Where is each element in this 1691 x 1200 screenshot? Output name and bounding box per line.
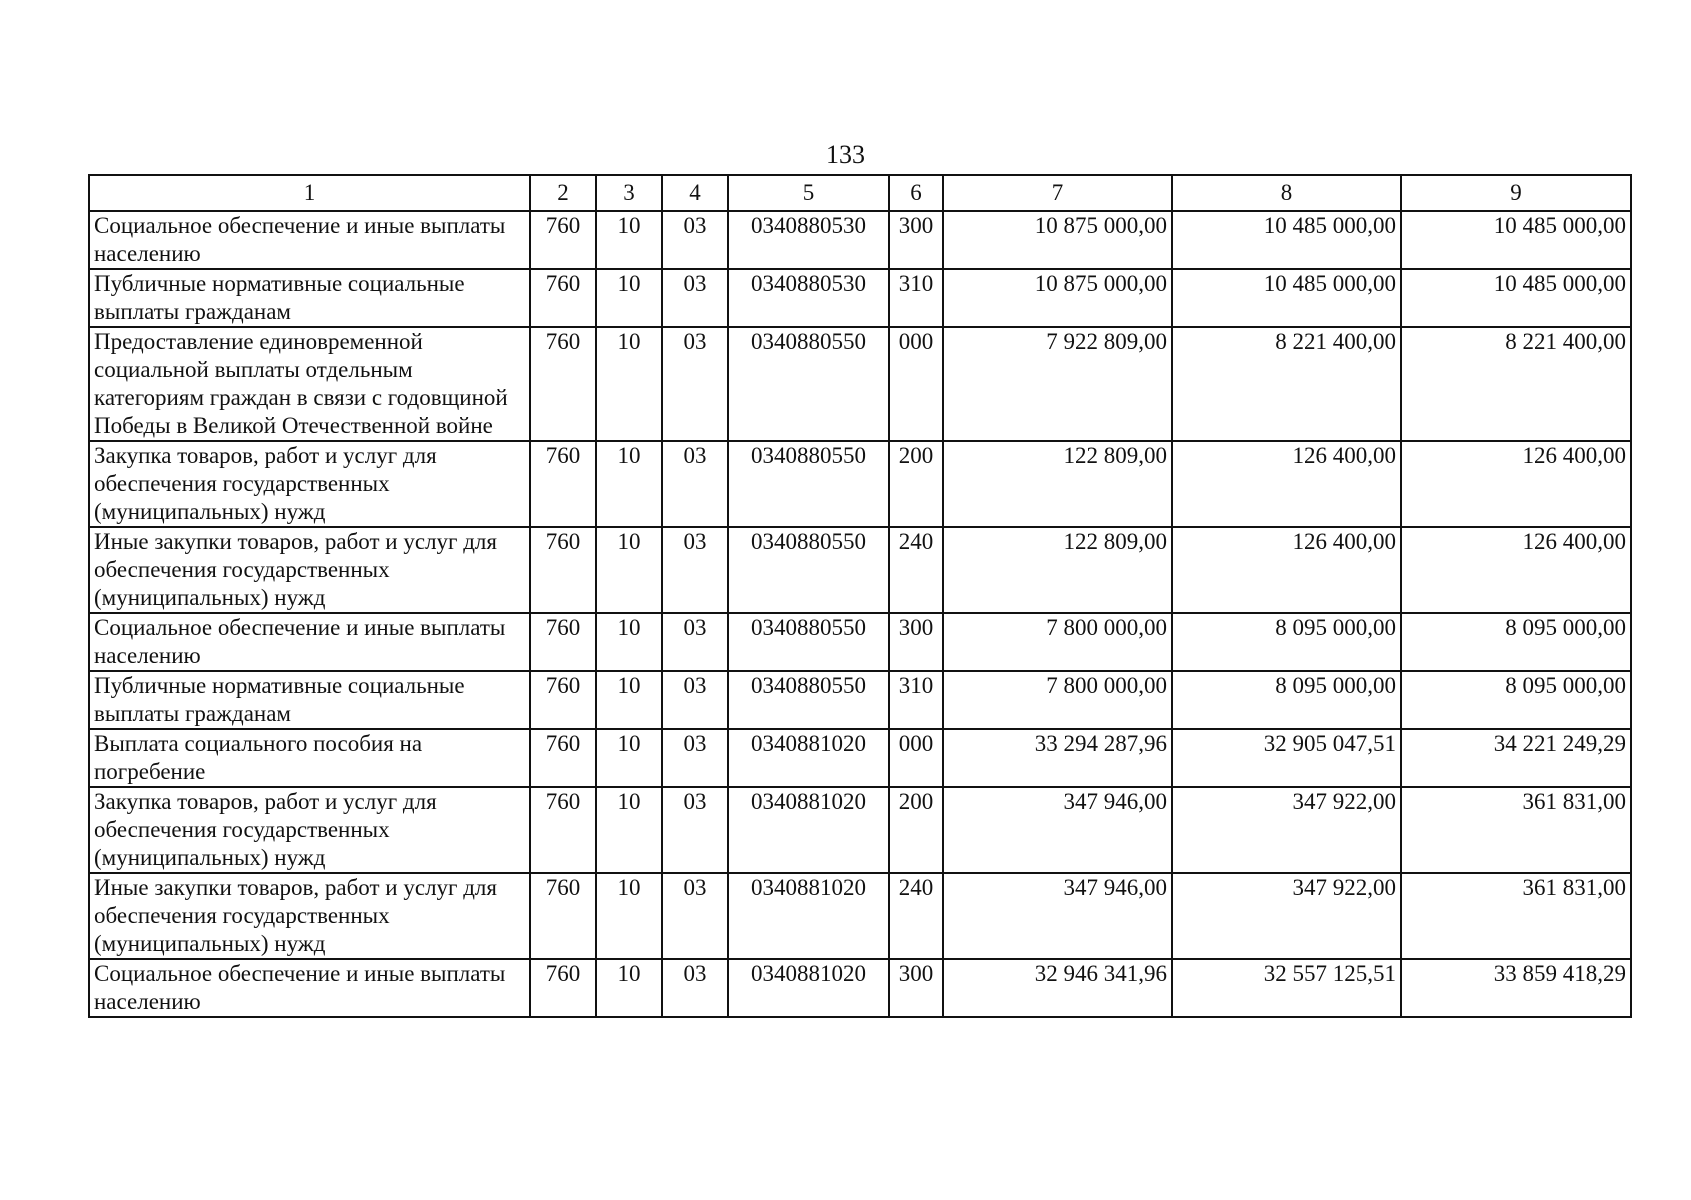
cell-admin: 760: [530, 787, 596, 873]
cell-amount-9: 10 485 000,00: [1401, 269, 1631, 327]
table-row: [89, 327, 1631, 441]
cell-amount-8: 8 095 000,00: [1172, 671, 1401, 729]
cell-amount-8: 8 221 400,00: [1172, 327, 1401, 441]
cell-amount-7: 122 809,00: [943, 441, 1172, 527]
table-row: [89, 269, 1631, 327]
cell-admin: 760: [530, 613, 596, 671]
cell-amount-7: 10 875 000,00: [943, 211, 1172, 269]
cell-target: 0340880530: [728, 269, 889, 327]
cell-amount-8: 10 485 000,00: [1172, 211, 1401, 269]
cell-amount-9: 10 485 000,00: [1401, 211, 1631, 269]
row-name: Социальное обеспечение и иные выплаты населению: [89, 959, 530, 1017]
cell-section: 10: [596, 211, 662, 269]
column-header: 8: [1172, 175, 1401, 211]
cell-target: 0340880550: [728, 613, 889, 671]
column-header: 6: [889, 175, 943, 211]
cell-section: 10: [596, 787, 662, 873]
cell-expense-type: 300: [889, 959, 943, 1017]
cell-amount-7: 10 875 000,00: [943, 269, 1172, 327]
cell-amount-9: 34 221 249,29: [1401, 729, 1631, 787]
row-name: Социальное обеспечение и иные выплаты населению: [89, 211, 530, 269]
cell-amount-8: 32 905 047,51: [1172, 729, 1401, 787]
cell-expense-type: 300: [889, 211, 943, 269]
cell-amount-7: 7 922 809,00: [943, 327, 1172, 441]
cell-amount-9: 126 400,00: [1401, 441, 1631, 527]
table-row: [89, 613, 1631, 671]
row-name: Иные закупки товаров, работ и услуг для обеспечения государственных (муниципальных) нужд: [89, 527, 530, 613]
table-row: [89, 441, 1631, 527]
cell-amount-8: 126 400,00: [1172, 527, 1401, 613]
cell-amount-7: 7 800 000,00: [943, 671, 1172, 729]
table-row: [89, 729, 1631, 787]
page-number: 133: [826, 140, 865, 169]
column-header: 7: [943, 175, 1172, 211]
table-row: [89, 527, 1631, 613]
row-name: Закупка товаров, работ и услуг для обеспечения государственных (муниципальных) нужд: [89, 441, 530, 527]
column-header: 5: [728, 175, 889, 211]
cell-amount-8: 126 400,00: [1172, 441, 1401, 527]
cell-target: 0340880550: [728, 441, 889, 527]
row-name: Иные закупки товаров, работ и услуг для обеспечения государственных (муниципальных) нужд: [89, 873, 530, 959]
cell-section: 10: [596, 613, 662, 671]
cell-admin: 760: [530, 441, 596, 527]
cell-section: 10: [596, 441, 662, 527]
cell-amount-8: 347 922,00: [1172, 873, 1401, 959]
cell-expense-type: 000: [889, 729, 943, 787]
cell-admin: 760: [530, 729, 596, 787]
cell-amount-8: 8 095 000,00: [1172, 613, 1401, 671]
row-name: Выплата социального пособия на погребение: [89, 729, 530, 787]
cell-amount-9: 126 400,00: [1401, 527, 1631, 613]
cell-expense-type: 310: [889, 671, 943, 729]
cell-subsection: 03: [662, 327, 728, 441]
cell-expense-type: 000: [889, 327, 943, 441]
cell-expense-type: 240: [889, 527, 943, 613]
column-header: 9: [1401, 175, 1631, 211]
cell-target: 0340881020: [728, 873, 889, 959]
table-row: [89, 873, 1631, 959]
cell-section: 10: [596, 729, 662, 787]
cell-amount-9: 8 095 000,00: [1401, 671, 1631, 729]
cell-subsection: 03: [662, 873, 728, 959]
cell-amount-7: 33 294 287,96: [943, 729, 1172, 787]
cell-amount-9: 8 221 400,00: [1401, 327, 1631, 441]
cell-target: 0340881020: [728, 787, 889, 873]
cell-amount-7: 32 946 341,96: [943, 959, 1172, 1017]
cell-amount-9: 361 831,00: [1401, 787, 1631, 873]
cell-amount-7: 347 946,00: [943, 873, 1172, 959]
cell-section: 10: [596, 327, 662, 441]
column-header: 1: [89, 175, 530, 211]
cell-target: 0340881020: [728, 959, 889, 1017]
table-row: [89, 959, 1631, 1017]
cell-admin: 760: [530, 959, 596, 1017]
cell-amount-7: 7 800 000,00: [943, 613, 1172, 671]
cell-target: 0340881020: [728, 729, 889, 787]
cell-expense-type: 310: [889, 269, 943, 327]
row-name: Публичные нормативные социальные выплаты гражданам: [89, 671, 530, 729]
row-name: Социальное обеспечение и иные выплаты населению: [89, 613, 530, 671]
cell-amount-7: 347 946,00: [943, 787, 1172, 873]
cell-target: 0340880550: [728, 327, 889, 441]
cell-amount-9: 361 831,00: [1401, 873, 1631, 959]
cell-amount-8: 32 557 125,51: [1172, 959, 1401, 1017]
row-name: Публичные нормативные социальные выплаты гражданам: [89, 269, 530, 327]
column-header: 3: [596, 175, 662, 211]
cell-expense-type: 200: [889, 787, 943, 873]
table-row: [89, 787, 1631, 873]
cell-subsection: 03: [662, 671, 728, 729]
cell-target: 0340880550: [728, 671, 889, 729]
cell-expense-type: 240: [889, 873, 943, 959]
cell-amount-9: 8 095 000,00: [1401, 613, 1631, 671]
cell-amount-9: 33 859 418,29: [1401, 959, 1631, 1017]
cell-admin: 760: [530, 327, 596, 441]
table-row: [89, 671, 1631, 729]
cell-section: 10: [596, 959, 662, 1017]
cell-section: 10: [596, 527, 662, 613]
cell-admin: 760: [530, 269, 596, 327]
cell-admin: 760: [530, 873, 596, 959]
cell-expense-type: 300: [889, 613, 943, 671]
cell-subsection: 03: [662, 527, 728, 613]
cell-amount-7: 122 809,00: [943, 527, 1172, 613]
table-row: [89, 211, 1631, 269]
cell-subsection: 03: [662, 787, 728, 873]
cell-amount-8: 347 922,00: [1172, 787, 1401, 873]
cell-target: 0340880550: [728, 527, 889, 613]
cell-subsection: 03: [662, 211, 728, 269]
column-header: 2: [530, 175, 596, 211]
cell-subsection: 03: [662, 441, 728, 527]
header-row: [89, 175, 1631, 211]
cell-section: 10: [596, 873, 662, 959]
cell-admin: 760: [530, 671, 596, 729]
cell-subsection: 03: [662, 729, 728, 787]
cell-subsection: 03: [662, 269, 728, 327]
row-name: Закупка товаров, работ и услуг для обеспечения государственных (муниципальных) нужд: [89, 787, 530, 873]
cell-target: 0340880530: [728, 211, 889, 269]
cell-admin: 760: [530, 211, 596, 269]
cell-expense-type: 200: [889, 441, 943, 527]
cell-admin: 760: [530, 527, 596, 613]
cell-subsection: 03: [662, 959, 728, 1017]
cell-subsection: 03: [662, 613, 728, 671]
column-header: 4: [662, 175, 728, 211]
cell-section: 10: [596, 269, 662, 327]
budget-table: [88, 174, 1632, 1018]
cell-amount-8: 10 485 000,00: [1172, 269, 1401, 327]
row-name: Предоставление единовременной социальной выплаты отдельным категориям граждан в связи с годовщиной Победы в Великой Отечественной войне: [89, 327, 530, 441]
cell-section: 10: [596, 671, 662, 729]
